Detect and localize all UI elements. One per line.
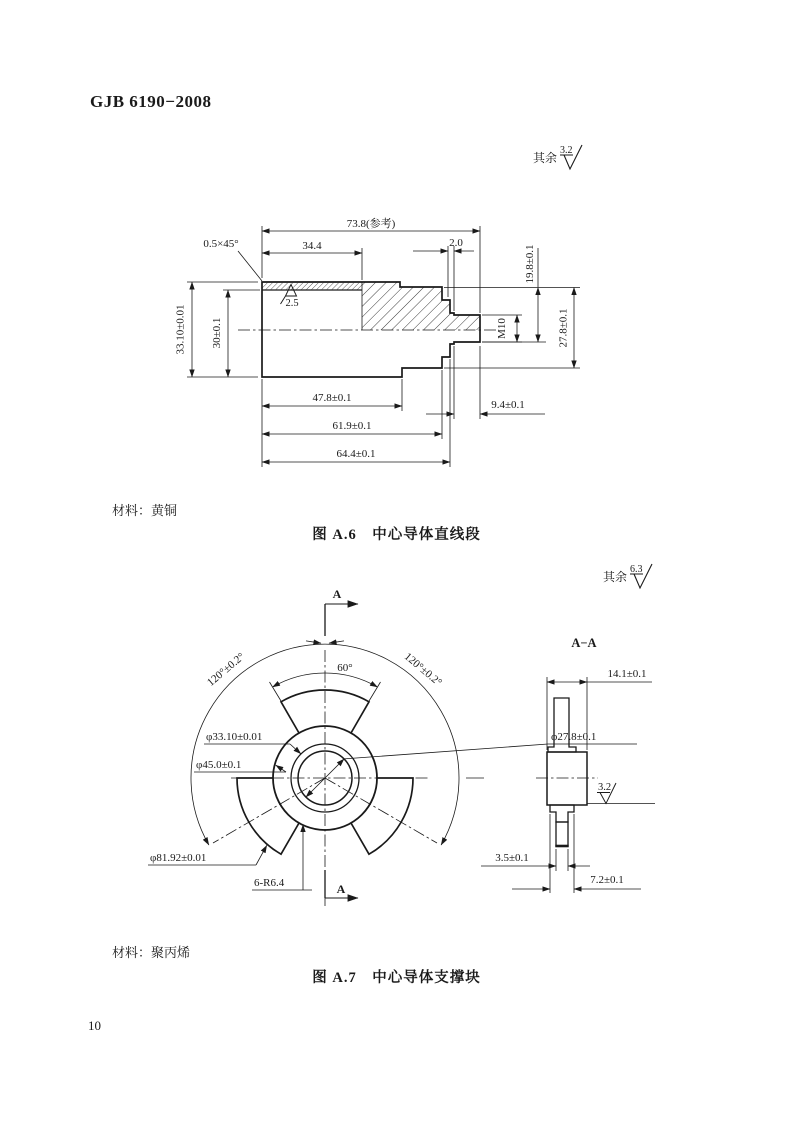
dim-overall: 73.8(参考) xyxy=(346,218,396,230)
roughness-2-5-value: 2.5 xyxy=(285,298,299,309)
section-letter-top: A xyxy=(332,587,342,601)
dim-chamfer: 0.5×45° xyxy=(203,238,239,250)
section-cut-marks xyxy=(325,587,358,898)
dim-angle-right: 120°±0.2° xyxy=(401,650,445,689)
figure-a7-caption: 图 A.7 中心导体支撑块 xyxy=(312,970,481,986)
section-view-label: A−A xyxy=(571,636,597,650)
dim-dia-27-8: φ27.8±0.1 xyxy=(551,731,597,743)
material-note-a6: 材料：黄铜 xyxy=(112,503,178,518)
roughness-value: 3.2 xyxy=(560,145,573,156)
dim-m10: M10 xyxy=(496,318,508,339)
material-note-a7: 材料：聚丙烯 xyxy=(112,945,191,960)
dim-sec-roughness: 3.2 xyxy=(598,782,612,793)
dim-2-0: 2.0 xyxy=(449,237,463,249)
dim-30: 30±0.1 xyxy=(211,317,223,349)
page-number: 10 xyxy=(88,1018,101,1033)
section-letter-bottom: A xyxy=(336,882,346,896)
roughness-value: 6.3 xyxy=(630,564,643,575)
dim-33-10: 33.10±0.01 xyxy=(174,304,187,355)
dimensions-a6 xyxy=(175,216,581,467)
section-view-a-a xyxy=(481,636,655,893)
dim-64-4: 64.4±0.1 xyxy=(336,448,376,460)
dim-47-8: 47.8±0.1 xyxy=(312,392,352,404)
dim-9-4: 9.4±0.1 xyxy=(491,399,525,411)
dim-sec-width: 14.1±0.1 xyxy=(607,668,647,680)
dim-sec-7-2: 7.2±0.1 xyxy=(590,874,624,886)
dim-61-9: 61.9±0.1 xyxy=(332,420,372,432)
dim-34-4: 34.4 xyxy=(302,240,322,252)
roughness-prefix: 其余 xyxy=(533,151,558,165)
dim-angle-left: 120°±0.2° xyxy=(204,650,248,689)
dim-19-8: 19.8±0.1 xyxy=(524,244,536,284)
dim-sec-3-5: 3.5±0.1 xyxy=(495,852,529,864)
diameter-leaders xyxy=(148,731,637,890)
figure-a6-drawing xyxy=(80,140,600,480)
dim-27-8: 27.8±0.1 xyxy=(557,308,570,348)
document-header: GJB 6190−2008 xyxy=(90,92,212,111)
dim-dia-45-0: φ45.0±0.1 xyxy=(196,759,242,771)
dim-angle-top: 60° xyxy=(337,662,353,674)
dim-dia-33-10: φ33.10±0.01 xyxy=(206,731,263,743)
figure-a7-drawing xyxy=(140,560,680,920)
figure-a6-caption: 图 A.6 中心导体直线段 xyxy=(312,527,481,543)
dim-fillet: 6-R6.4 xyxy=(254,877,285,889)
roughness-prefix: 其余 xyxy=(603,570,628,584)
dim-dia-81-92: φ81.92±0.01 xyxy=(150,852,207,864)
